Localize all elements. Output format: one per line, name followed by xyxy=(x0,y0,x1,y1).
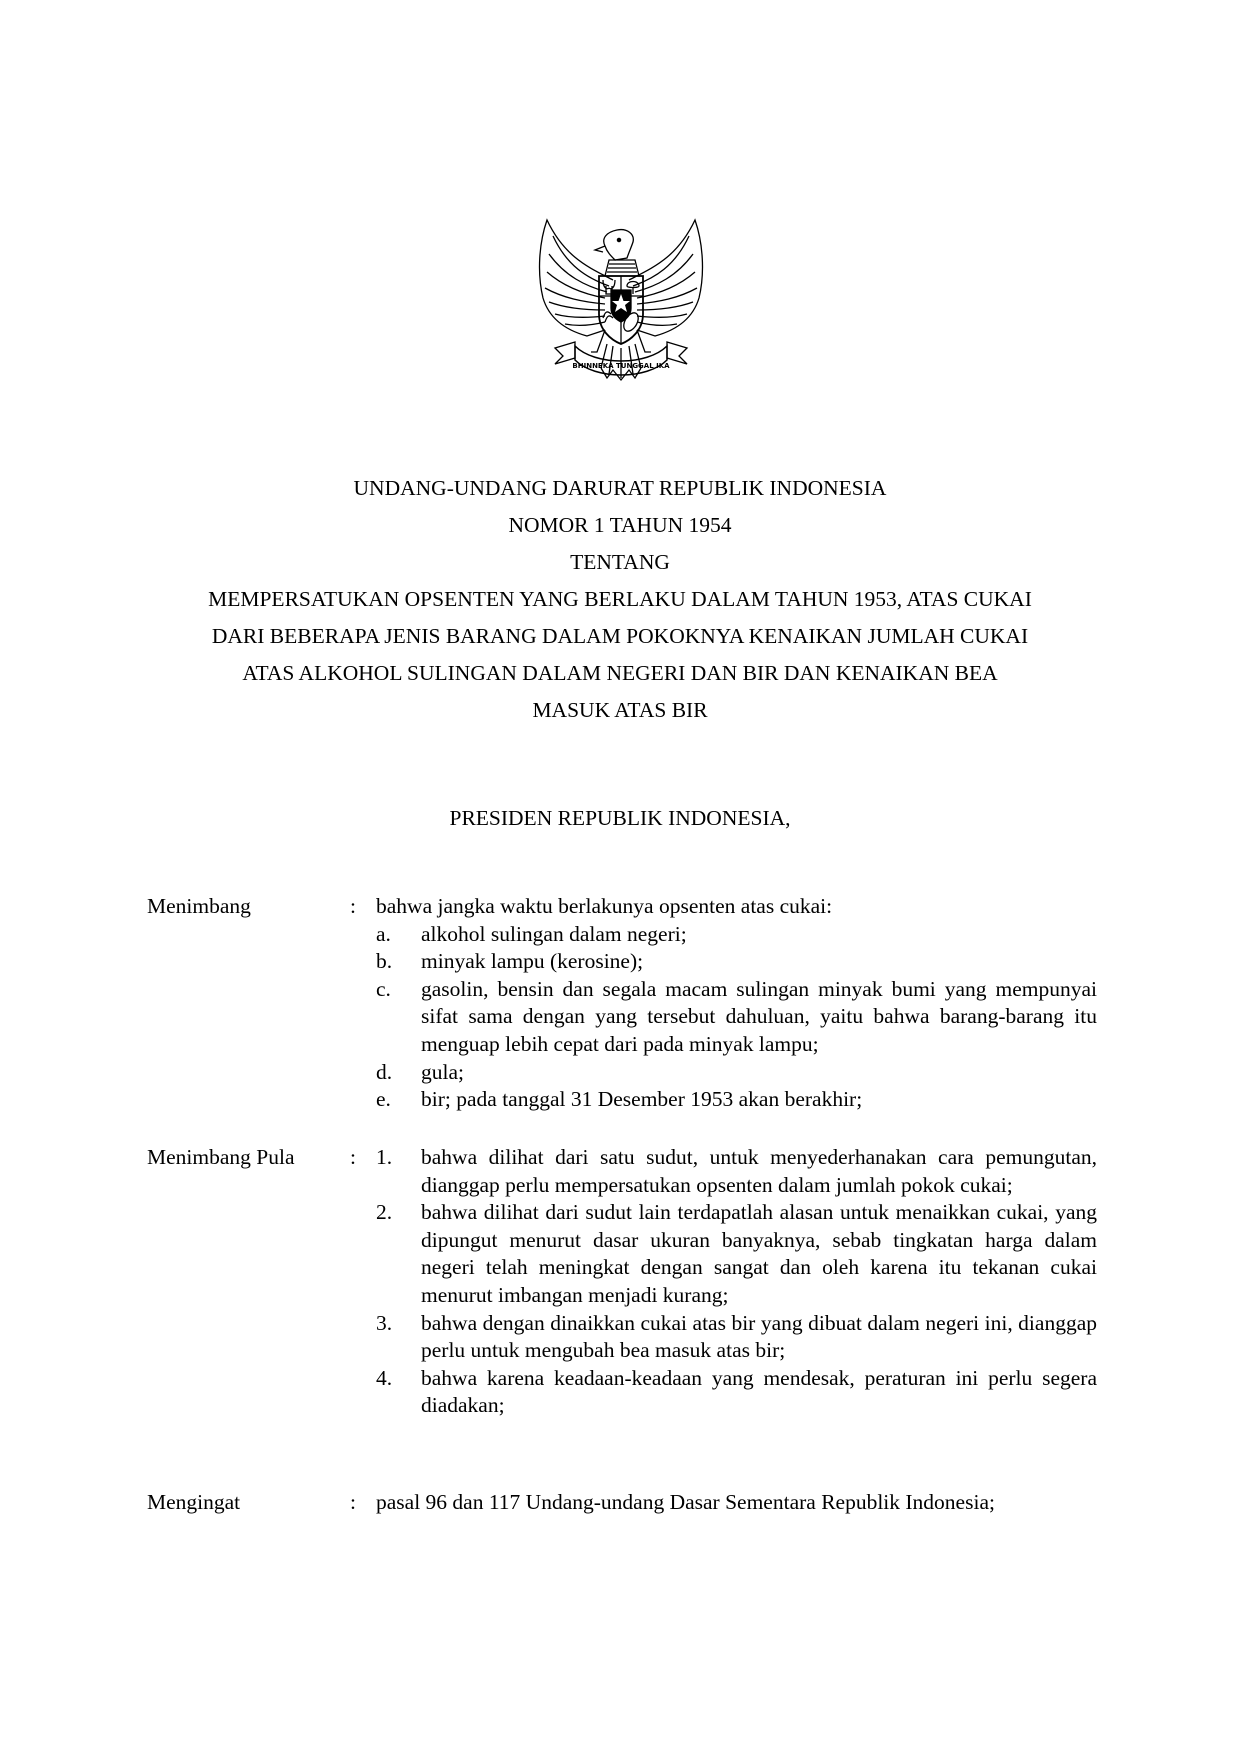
title-line-subject-2: DARI BEBERAPA JENIS BARANG DALAM POKOKNYA KENAIKAN JUMLAH CUKAI xyxy=(211,624,1029,648)
list-item xyxy=(376,1144,1097,1199)
section-intro: bahwa jangka waktu berlakunya opsenten atas cukai: xyxy=(376,894,833,918)
list-marker: e. xyxy=(376,1087,391,1112)
document-title xyxy=(140,470,1100,729)
president-heading: PRESIDEN REPUBLIK INDONESIA, xyxy=(449,806,791,830)
emblem-motto: BHINNEKA TUNGGAL IKA xyxy=(572,362,670,370)
garuda-emblem-icon xyxy=(535,218,707,408)
garuda-pancasila-emblem xyxy=(535,218,707,408)
list-item-text: minyak lampu (kerosine); xyxy=(421,949,644,974)
list-marker: a. xyxy=(376,921,391,946)
title-line-subject-3: ATAS ALKOHOL SULINGAN DALAM NEGERI DAN BIR DAN KENAIKAN BEA xyxy=(242,661,998,685)
section-body xyxy=(376,893,1097,1114)
list-item-text: bahwa dilihat dari satu sudut, untuk menyederhanakan cara pemungutan, dianggap perlu mempersatukan opsenten dalam jumlah pokok cukai; xyxy=(421,1145,1097,1197)
list-item xyxy=(376,1059,1097,1087)
title-line-law-type: UNDANG-UNDANG DARURAT REPUBLIK INDONESIA xyxy=(353,476,887,500)
section-mengingat xyxy=(147,1489,1097,1517)
section-label: Menimbang xyxy=(147,894,251,918)
list-item xyxy=(376,1310,1097,1365)
list-marker: 1. xyxy=(376,1145,393,1169)
list-marker: b. xyxy=(376,949,393,974)
list-marker: 2. xyxy=(376,1200,393,1225)
list-item xyxy=(376,1086,1097,1114)
title-line-tentang: TENTANG xyxy=(570,550,670,574)
list-item xyxy=(376,976,1097,1059)
list-item-text: bahwa dilihat dari sudut lain terdapatlah alasan untuk menaikkan cukai, yang dipungut menurut dasar ukuran banyaknya, sebab tingkatan harga dalam negeri telah meningkat dengan sangat dan oleh karena itu tekanan cukai menurut imbangan menjadi kurang; xyxy=(421,1200,1097,1307)
list-item xyxy=(376,1199,1097,1309)
list-item-text: gasolin, bensin dan segala macam sulingan minyak bumi yang mempunyai sifat sama dengan yang tersebut dahuluan, yaitu bahwa barang-barang itu menguap lebih cepat dari pada minyak lampu; xyxy=(421,976,1097,1056)
list-marker: c. xyxy=(376,976,391,1001)
list-item-text: alkohol sulingan dalam negeri; xyxy=(421,921,687,946)
list-item-text: bir; pada tanggal 31 Desember 1953 akan berakhir; xyxy=(421,1087,863,1112)
section-body xyxy=(376,1144,1097,1420)
section-colon: : xyxy=(350,1145,356,1169)
list-item xyxy=(376,948,1097,976)
title-line-subject-1: MEMPERSATUKAN OPSENTEN YANG BERLAKU DALAM TAHUN 1953, ATAS CUKAI xyxy=(208,587,1032,611)
list-item-text: bahwa dengan dinaikkan cukai atas bir yang dibuat dalam negeri ini, dianggap perlu untuk mengubah bea masuk atas bir; xyxy=(421,1310,1097,1363)
list-marker: 4. xyxy=(376,1365,393,1390)
list-item xyxy=(376,1365,1097,1420)
list-marker: 3. xyxy=(376,1310,393,1335)
section-body xyxy=(376,1489,1097,1517)
list-item-text: bahwa karena keadaan-keadaan yang mendesak, peraturan ini perlu segera diadakan; xyxy=(421,1365,1097,1418)
section-menimbang xyxy=(147,893,1097,1114)
section-colon: : xyxy=(350,1490,356,1514)
title-line-subject-4: MASUK ATAS BIR xyxy=(532,698,708,722)
section-intro: pasal 96 dan 117 Undang-undang Dasar Sementara Republik Indonesia; xyxy=(376,1490,995,1514)
section-label: Mengingat xyxy=(147,1490,241,1514)
list-item-text: gula; xyxy=(421,1059,464,1084)
section-menimbang-pula xyxy=(147,1144,1097,1420)
section-label: Menimbang Pula xyxy=(147,1145,295,1169)
title-line-number: NOMOR 1 TAHUN 1954 xyxy=(508,513,732,537)
list-marker: d. xyxy=(376,1059,393,1084)
section-colon: : xyxy=(350,894,356,918)
list-item xyxy=(376,921,1097,949)
